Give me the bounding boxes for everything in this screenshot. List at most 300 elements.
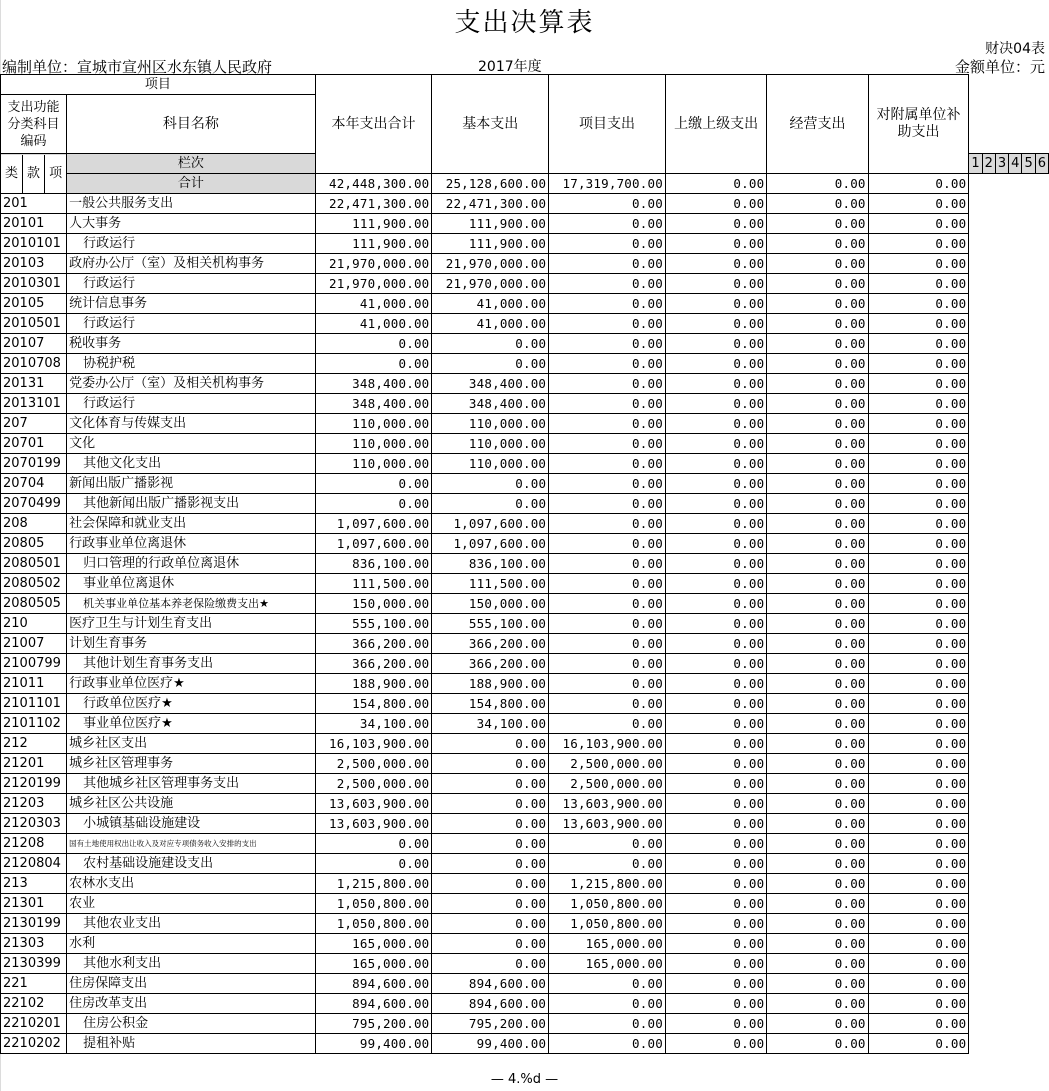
row-value-c2: 348,400.00 (432, 394, 549, 414)
row-value-c5: 0.00 (767, 994, 868, 1014)
row-value-c2: 0.00 (432, 754, 549, 774)
table-row (1, 514, 1049, 534)
row-value-c5: 0.00 (767, 294, 868, 314)
row-value-c5: 0.00 (767, 954, 868, 974)
row-code: 20107 (1, 334, 67, 354)
row-value-c2: 111,900.00 (432, 234, 549, 254)
table-row (1, 754, 1049, 774)
row-value-c2: 0.00 (432, 494, 549, 514)
row-value-c3: 1,050,800.00 (549, 914, 666, 934)
row-value-c5: 0.00 (767, 374, 868, 394)
row-value-c6: 0.00 (868, 654, 969, 674)
total-c6: 0.00 (868, 174, 969, 194)
row-code: 21007 (1, 634, 67, 654)
row-value-c5: 0.00 (767, 974, 868, 994)
table-row (1, 194, 1049, 214)
row-value-c2: 21,970,000.00 (432, 254, 549, 274)
row-value-c5: 0.00 (767, 654, 868, 674)
row-code: 2101102 (1, 714, 67, 734)
row-value-c6: 0.00 (868, 794, 969, 814)
row-value-c5: 0.00 (767, 1034, 868, 1054)
row-value-c4: 0.00 (665, 834, 766, 854)
row-subject-name: 其他水利支出 (67, 954, 316, 974)
row-value-c3: 13,603,900.00 (549, 814, 666, 834)
row-value-c4: 0.00 (665, 854, 766, 874)
row-value-c6: 0.00 (868, 834, 969, 854)
row-subject-name: 文化体育与传媒支出 (67, 414, 316, 434)
header-c6: 对附属单位补助支出 (868, 75, 969, 174)
row-value-c5: 0.00 (767, 914, 868, 934)
row-subject-name: 城乡社区支出 (67, 734, 316, 754)
row-value-c3: 0.00 (549, 854, 666, 874)
row-subject-name: 归口管理的行政单位离退休 (67, 554, 316, 574)
row-value-c3: 165,000.00 (549, 934, 666, 954)
row-value-c5: 0.00 (767, 194, 868, 214)
row-value-c2: 0.00 (432, 934, 549, 954)
total-c4: 0.00 (665, 174, 766, 194)
row-value-c2: 0.00 (432, 814, 549, 834)
row-value-c1: 110,000.00 (315, 414, 432, 434)
row-value-c4: 0.00 (665, 934, 766, 954)
row-subject-name: 一般公共服务支出 (67, 194, 316, 214)
row-value-c1: 111,500.00 (315, 574, 432, 594)
row-value-c2: 894,600.00 (432, 974, 549, 994)
row-value-c1: 795,200.00 (315, 1014, 432, 1034)
row-value-c3: 0.00 (549, 834, 666, 854)
row-value-c2: 795,200.00 (432, 1014, 549, 1034)
row-value-c1: 0.00 (315, 854, 432, 874)
row-subject-name: 行政运行 (67, 394, 316, 414)
row-value-c5: 0.00 (767, 514, 868, 534)
row-value-c6: 0.00 (868, 894, 969, 914)
row-value-c5: 0.00 (767, 214, 868, 234)
row-value-c4: 0.00 (665, 354, 766, 374)
row-value-c4: 0.00 (665, 614, 766, 634)
row-value-c5: 0.00 (767, 354, 868, 374)
row-subject-name: 行政事业单位离退休 (67, 534, 316, 554)
col-num-1: 1 (969, 154, 982, 174)
row-value-c3: 0.00 (549, 1014, 666, 1034)
row-value-c4: 0.00 (665, 1034, 766, 1054)
row-value-c1: 165,000.00 (315, 954, 432, 974)
row-value-c5: 0.00 (767, 694, 868, 714)
row-code: 22102 (1, 994, 67, 1014)
row-value-c4: 0.00 (665, 274, 766, 294)
row-value-c5: 0.00 (767, 714, 868, 734)
row-code: 2120303 (1, 814, 67, 834)
table-row (1, 914, 1049, 934)
table-row (1, 574, 1049, 594)
row-value-c6: 0.00 (868, 1014, 969, 1034)
row-value-c5: 0.00 (767, 674, 868, 694)
row-code: 21011 (1, 674, 67, 694)
row-code: 2080502 (1, 574, 67, 594)
table-row (1, 734, 1049, 754)
row-code: 20701 (1, 434, 67, 454)
row-subject-name: 其他城乡社区管理事务支出 (67, 774, 316, 794)
row-subject-name: 医疗卫生与计划生育支出 (67, 614, 316, 634)
row-value-c1: 16,103,900.00 (315, 734, 432, 754)
row-value-c2: 0.00 (432, 334, 549, 354)
row-value-c6: 0.00 (868, 734, 969, 754)
table-row (1, 554, 1049, 574)
row-value-c6: 0.00 (868, 554, 969, 574)
row-value-c1: 34,100.00 (315, 714, 432, 734)
row-value-c1: 836,100.00 (315, 554, 432, 574)
row-value-c4: 0.00 (665, 474, 766, 494)
row-subject-name: 党委办公厅（室）及相关机构事务 (67, 374, 316, 394)
row-value-c4: 0.00 (665, 254, 766, 274)
amount-unit-label: 金额单位：元 (954, 58, 1045, 76)
row-value-c4: 0.00 (665, 674, 766, 694)
row-code: 2100799 (1, 654, 67, 674)
row-value-c1: 150,000.00 (315, 594, 432, 614)
row-value-c3: 0.00 (549, 1034, 666, 1054)
row-value-c3: 0.00 (549, 454, 666, 474)
row-value-c5: 0.00 (767, 574, 868, 594)
col-num-4: 4 (1009, 154, 1022, 174)
row-value-c4: 0.00 (665, 374, 766, 394)
row-code: 2101101 (1, 694, 67, 714)
row-value-c4: 0.00 (665, 454, 766, 474)
row-value-c3: 0.00 (549, 694, 666, 714)
header-c2: 基本支出 (432, 75, 549, 174)
table-row (1, 894, 1049, 914)
row-value-c4: 0.00 (665, 694, 766, 714)
row-value-c2: 0.00 (432, 914, 549, 934)
row-subject-name: 统计信息事务 (67, 294, 316, 314)
row-value-c3: 0.00 (549, 234, 666, 254)
header-subject-name: 科目名称 (67, 95, 316, 154)
row-value-c1: 0.00 (315, 834, 432, 854)
row-code: 21203 (1, 794, 67, 814)
row-code: 221 (1, 974, 67, 994)
row-subject-name: 机关事业单位基本养老保险缴费支出★ (67, 594, 316, 614)
total-label: 合计 (67, 174, 316, 194)
row-value-c5: 0.00 (767, 854, 868, 874)
header-row-1 (1, 75, 1049, 95)
row-value-c2: 99,400.00 (432, 1034, 549, 1054)
row-code: 212 (1, 734, 67, 754)
header-func-code: 支出功能分类科目编码 (1, 95, 67, 154)
row-code: 2010101 (1, 234, 67, 254)
row-value-c1: 154,800.00 (315, 694, 432, 714)
row-code: 207 (1, 414, 67, 434)
row-code: 208 (1, 514, 67, 534)
row-value-c2: 0.00 (432, 834, 549, 854)
row-value-c5: 0.00 (767, 934, 868, 954)
table-row (1, 854, 1049, 874)
table-row (1, 474, 1049, 494)
row-value-c1: 1,097,600.00 (315, 534, 432, 554)
row-value-c3: 0.00 (549, 394, 666, 414)
row-value-c6: 0.00 (868, 194, 969, 214)
row-code: 201 (1, 194, 67, 214)
row-value-c5: 0.00 (767, 614, 868, 634)
row-value-c6: 0.00 (868, 754, 969, 774)
row-value-c3: 165,000.00 (549, 954, 666, 974)
row-value-c5: 0.00 (767, 494, 868, 514)
row-value-c1: 1,050,800.00 (315, 914, 432, 934)
row-value-c1: 188,900.00 (315, 674, 432, 694)
row-subject-name: 行政事业单位医疗★ (67, 674, 316, 694)
header-c1: 本年支出合计 (315, 75, 432, 174)
table-row (1, 434, 1049, 454)
table-row (1, 654, 1049, 674)
row-value-c2: 0.00 (432, 894, 549, 914)
row-value-c1: 99,400.00 (315, 1034, 432, 1054)
row-value-c4: 0.00 (665, 714, 766, 734)
row-value-c4: 0.00 (665, 874, 766, 894)
row-value-c1: 41,000.00 (315, 314, 432, 334)
row-code: 213 (1, 874, 67, 894)
row-value-c6: 0.00 (868, 454, 969, 474)
row-value-c4: 0.00 (665, 534, 766, 554)
row-value-c5: 0.00 (767, 834, 868, 854)
row-value-c1: 1,097,600.00 (315, 514, 432, 534)
row-value-c6: 0.00 (868, 934, 969, 954)
row-value-c6: 0.00 (868, 414, 969, 434)
row-value-c6: 0.00 (868, 334, 969, 354)
row-value-c6: 0.00 (868, 774, 969, 794)
row-subject-name: 计划生育事务 (67, 634, 316, 654)
row-value-c2: 154,800.00 (432, 694, 549, 714)
row-value-c5: 0.00 (767, 894, 868, 914)
row-value-c3: 0.00 (549, 314, 666, 334)
row-value-c2: 110,000.00 (432, 414, 549, 434)
lei-kuan-xiang (1, 154, 67, 194)
table-row (1, 714, 1049, 734)
row-value-c1: 13,603,900.00 (315, 794, 432, 814)
row-code: 21208 (1, 834, 67, 854)
row-subject-name: 城乡社区公共设施 (67, 794, 316, 814)
row-value-c1: 366,200.00 (315, 654, 432, 674)
row-value-c3: 0.00 (549, 434, 666, 454)
row-code: 2070199 (1, 454, 67, 474)
row-value-c5: 0.00 (767, 414, 868, 434)
table-row (1, 794, 1049, 814)
table-row (1, 534, 1049, 554)
row-value-c5: 0.00 (767, 434, 868, 454)
row-value-c6: 0.00 (868, 534, 969, 554)
row-subject-name: 住房保障支出 (67, 974, 316, 994)
row-value-c6: 0.00 (868, 314, 969, 334)
row-value-c3: 0.00 (549, 474, 666, 494)
row-value-c1: 0.00 (315, 494, 432, 514)
row-value-c6: 0.00 (868, 994, 969, 1014)
table-row (1, 954, 1049, 974)
row-value-c6: 0.00 (868, 294, 969, 314)
row-subject-name: 农村基础设施建设支出 (67, 854, 316, 874)
row-value-c6: 0.00 (868, 954, 969, 974)
row-code: 210 (1, 614, 67, 634)
row-value-c6: 0.00 (868, 474, 969, 494)
row-value-c5: 0.00 (767, 394, 868, 414)
row-subject-name: 住房公积金 (67, 1014, 316, 1034)
row-value-c2: 22,471,300.00 (432, 194, 549, 214)
row-value-c6: 0.00 (868, 1034, 969, 1054)
row-subject-name: 提租补贴 (67, 1034, 316, 1054)
row-value-c6: 0.00 (868, 674, 969, 694)
row-value-c3: 0.00 (549, 294, 666, 314)
row-value-c4: 0.00 (665, 194, 766, 214)
row-value-c3: 0.00 (549, 614, 666, 634)
row-value-c3: 0.00 (549, 334, 666, 354)
table-row (1, 594, 1049, 614)
header-project: 项目 (1, 75, 316, 95)
row-subject-name: 住房改革支出 (67, 994, 316, 1014)
row-value-c1: 0.00 (315, 334, 432, 354)
row-code: 21303 (1, 934, 67, 954)
row-value-c3: 0.00 (549, 254, 666, 274)
col-num-3: 3 (995, 154, 1008, 174)
row-value-c4: 0.00 (665, 294, 766, 314)
row-code: 2130199 (1, 914, 67, 934)
row-value-c1: 22,471,300.00 (315, 194, 432, 214)
row-value-c5: 0.00 (767, 554, 868, 574)
row-value-c3: 0.00 (549, 714, 666, 734)
col-num-2: 2 (982, 154, 995, 174)
row-value-c2: 21,970,000.00 (432, 274, 549, 294)
row-value-c4: 0.00 (665, 974, 766, 994)
row-value-c3: 0.00 (549, 514, 666, 534)
row-subject-name: 税收事务 (67, 334, 316, 354)
row-value-c4: 0.00 (665, 814, 766, 834)
unit-label: 编制单位：宣城市宣州区水东镇人民政府 (2, 58, 273, 76)
row-value-c1: 110,000.00 (315, 454, 432, 474)
row-code: 2210202 (1, 1034, 67, 1054)
row-value-c4: 0.00 (665, 914, 766, 934)
row-value-c4: 0.00 (665, 394, 766, 414)
row-value-c2: 366,200.00 (432, 634, 549, 654)
row-value-c2: 0.00 (432, 794, 549, 814)
row-value-c3: 16,103,900.00 (549, 734, 666, 754)
row-subject-name: 行政单位医疗★ (67, 694, 316, 714)
total-row (1, 174, 1049, 194)
row-value-c2: 41,000.00 (432, 314, 549, 334)
row-value-c4: 0.00 (665, 654, 766, 674)
header-c3: 项目支出 (549, 75, 666, 174)
row-value-c5: 0.00 (767, 774, 868, 794)
row-subject-name: 行政运行 (67, 314, 316, 334)
row-value-c3: 0.00 (549, 374, 666, 394)
table-row (1, 834, 1049, 854)
row-value-c2: 0.00 (432, 774, 549, 794)
row-code: 20101 (1, 214, 67, 234)
row-value-c6: 0.00 (868, 854, 969, 874)
table-row (1, 234, 1049, 254)
row-value-c5: 0.00 (767, 454, 868, 474)
header-c4: 上缴上级支出 (665, 75, 766, 174)
col-lei: 类 (1, 155, 23, 193)
table-row (1, 874, 1049, 894)
row-value-c3: 0.00 (549, 554, 666, 574)
row-value-c4: 0.00 (665, 1014, 766, 1034)
row-value-c6: 0.00 (868, 274, 969, 294)
row-value-c3: 0.00 (549, 354, 666, 374)
row-value-c3: 0.00 (549, 674, 666, 694)
row-value-c6: 0.00 (868, 394, 969, 414)
table-row (1, 274, 1049, 294)
table-row (1, 314, 1049, 334)
row-value-c1: 21,970,000.00 (315, 274, 432, 294)
row-code: 2010301 (1, 274, 67, 294)
table-row (1, 354, 1049, 374)
row-subject-name: 政府办公厅（室）及相关机构事务 (67, 254, 316, 274)
row-subject-name: 行政运行 (67, 234, 316, 254)
col-num-6: 6 (1035, 154, 1048, 174)
table-row (1, 494, 1049, 514)
row-value-c5: 0.00 (767, 734, 868, 754)
meta-row (0, 56, 1049, 74)
row-value-c6: 0.00 (868, 914, 969, 934)
page-footer: — 4.%d — (490, 1072, 559, 1087)
row-value-c2: 110,000.00 (432, 434, 549, 454)
row-value-c6: 0.00 (868, 634, 969, 654)
lanci-label: 栏次 (67, 154, 316, 174)
row-value-c5: 0.00 (767, 474, 868, 494)
row-value-c3: 0.00 (549, 994, 666, 1014)
row-value-c1: 41,000.00 (315, 294, 432, 314)
table-row (1, 414, 1049, 434)
row-subject-name: 其他计划生育事务支出 (67, 654, 316, 674)
row-value-c5: 0.00 (767, 634, 868, 654)
row-value-c4: 0.00 (665, 434, 766, 454)
row-value-c5: 0.00 (767, 274, 868, 294)
row-value-c6: 0.00 (868, 574, 969, 594)
row-code: 20131 (1, 374, 67, 394)
row-value-c4: 0.00 (665, 734, 766, 754)
row-value-c1: 165,000.00 (315, 934, 432, 954)
row-value-c5: 0.00 (767, 754, 868, 774)
row-value-c3: 0.00 (549, 574, 666, 594)
row-subject-name: 水利 (67, 934, 316, 954)
row-value-c2: 188,900.00 (432, 674, 549, 694)
row-value-c3: 0.00 (549, 414, 666, 434)
row-value-c6: 0.00 (868, 234, 969, 254)
row-code: 20805 (1, 534, 67, 554)
table-row (1, 334, 1049, 354)
row-value-c4: 0.00 (665, 514, 766, 534)
row-value-c1: 348,400.00 (315, 374, 432, 394)
row-value-c6: 0.00 (868, 614, 969, 634)
row-value-c3: 0.00 (549, 594, 666, 614)
row-value-c6: 0.00 (868, 214, 969, 234)
row-value-c1: 0.00 (315, 474, 432, 494)
row-value-c2: 111,900.00 (432, 214, 549, 234)
row-value-c1: 0.00 (315, 354, 432, 374)
row-value-c1: 348,400.00 (315, 394, 432, 414)
row-subject-name: 其他新闻出版广播影视支出 (67, 494, 316, 514)
row-value-c1: 366,200.00 (315, 634, 432, 654)
row-value-c4: 0.00 (665, 494, 766, 514)
row-value-c6: 0.00 (868, 354, 969, 374)
table-row (1, 214, 1049, 234)
row-code: 2080501 (1, 554, 67, 574)
row-value-c4: 0.00 (665, 754, 766, 774)
page-title: 支出决算表 (454, 8, 595, 38)
table-row (1, 614, 1049, 634)
total-c3: 17,319,700.00 (549, 174, 666, 194)
row-value-c1: 894,600.00 (315, 994, 432, 1014)
table-row (1, 934, 1049, 954)
row-value-c6: 0.00 (868, 594, 969, 614)
row-value-c4: 0.00 (665, 314, 766, 334)
row-value-c4: 0.00 (665, 774, 766, 794)
row-value-c2: 894,600.00 (432, 994, 549, 1014)
row-code: 2010501 (1, 314, 67, 334)
col-xiang: 项 (45, 155, 66, 193)
